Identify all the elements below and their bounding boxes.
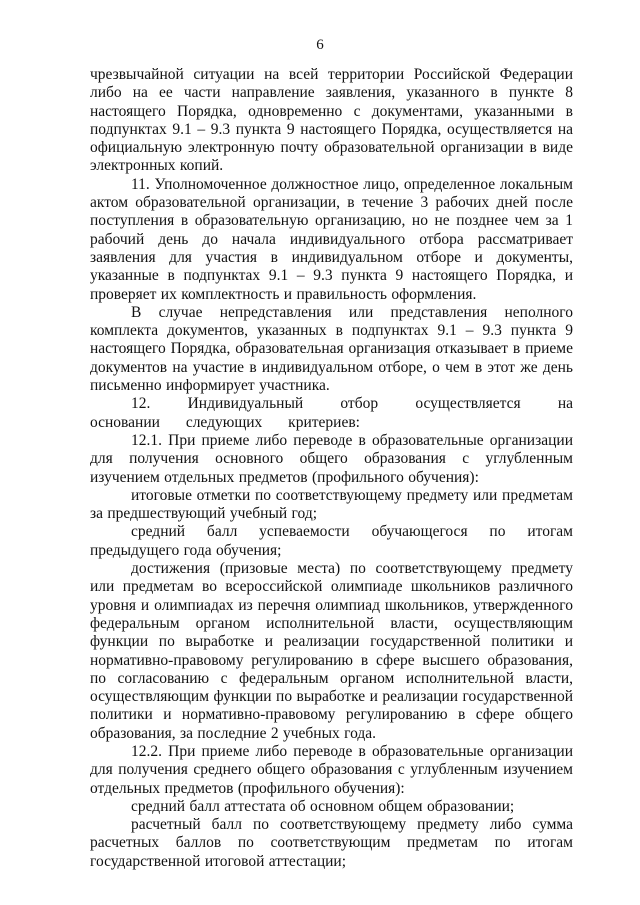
- criterion-olympiad-achievements: достижения (призовые места) по соответствующему предмету или предметам во всероссийской олимпиаде школьников различного уровня и олимпиадах из перечня олимпиад школьников, утвержденного федеральным органом исполнительной власти, осуществляющим функции по выработке и реализации государственной политики и нормативно-правовому регулированию в сфере высшего образования, по согласованию с федеральным органом исполнительной власти, осуществляющим функции по выработке и реализации государственной политики и нормативно-правовому регулированию в сфере общего образования, за последние 2 учебных года.: [90, 560, 573, 742]
- paragraph-item-12-2: 12.2. При приеме либо переводе в образовательные организации для получения среднего общего образования с углубленным изучением отдельных предметов (профильного обучения):: [90, 742, 573, 797]
- criterion-final-grades: итоговые отметки по соответствующему предмету или предметам за предшествующий учебный год;: [90, 486, 573, 523]
- paragraph-item-12: 12. Индивидуальный отбор осуществляется на основании следующих критериев:: [90, 395, 573, 431]
- page-number: 6: [316, 37, 324, 53]
- document-body: [90, 66, 573, 871]
- paragraph-item-11: 11. Уполномоченное должностное лицо, определенное локальным актом образовательной организации, в течение 3 рабочих дней после поступления в образовательную организацию, но не позднее чем за 1 рабочий день до начала индивидуального отбора рассматривает заявления для участия в индивидуальном отборе и документы, указанные в подпунктах 9.1 – 9.3 пункта 9 настоящего Порядка, и проверяет их комплектность и правильность оформления.: [90, 175, 573, 303]
- paragraph-item-12-1: 12.1. При приеме либо переводе в образовательные организации для получения основного общего образования с углубленным изучением отдельных предметов (профильного обучения):: [90, 431, 573, 486]
- criterion-calculated-score: расчетный балл по соответствующему предмету либо сумма расчетных баллов по соответствующим предметам по итогам государственной итоговой аттестации;: [90, 816, 573, 870]
- paragraph-emergency-submission: чрезвычайной ситуации на всей территории Российской Федерации либо на ее части направление заявления, указанного в пункте 8 настоящего Порядка, одновременно с документами, указанными в подпунктах 9.1 – 9.3 пункта 9 настоящего Порядка, осуществляется на официальную электронную почту образовательной организации в виде электронных копий.: [90, 66, 573, 175]
- paragraph-refusal: В случае непредставления или представления неполного комплекта документов, указанных в подпунктах 9.1 – 9.3 пункта 9 настоящего Порядка, образовательная организация отказывает в приеме документов на участие в индивидуальном отборе, о чем в этот же день письменно информирует участника.: [90, 303, 573, 395]
- criterion-certificate-average: средний балл аттестата об основном общем образовании;: [131, 797, 515, 815]
- criterion-average-score: средний балл успеваемости обучающегося по итогам предыдущего года обучения;: [90, 523, 573, 559]
